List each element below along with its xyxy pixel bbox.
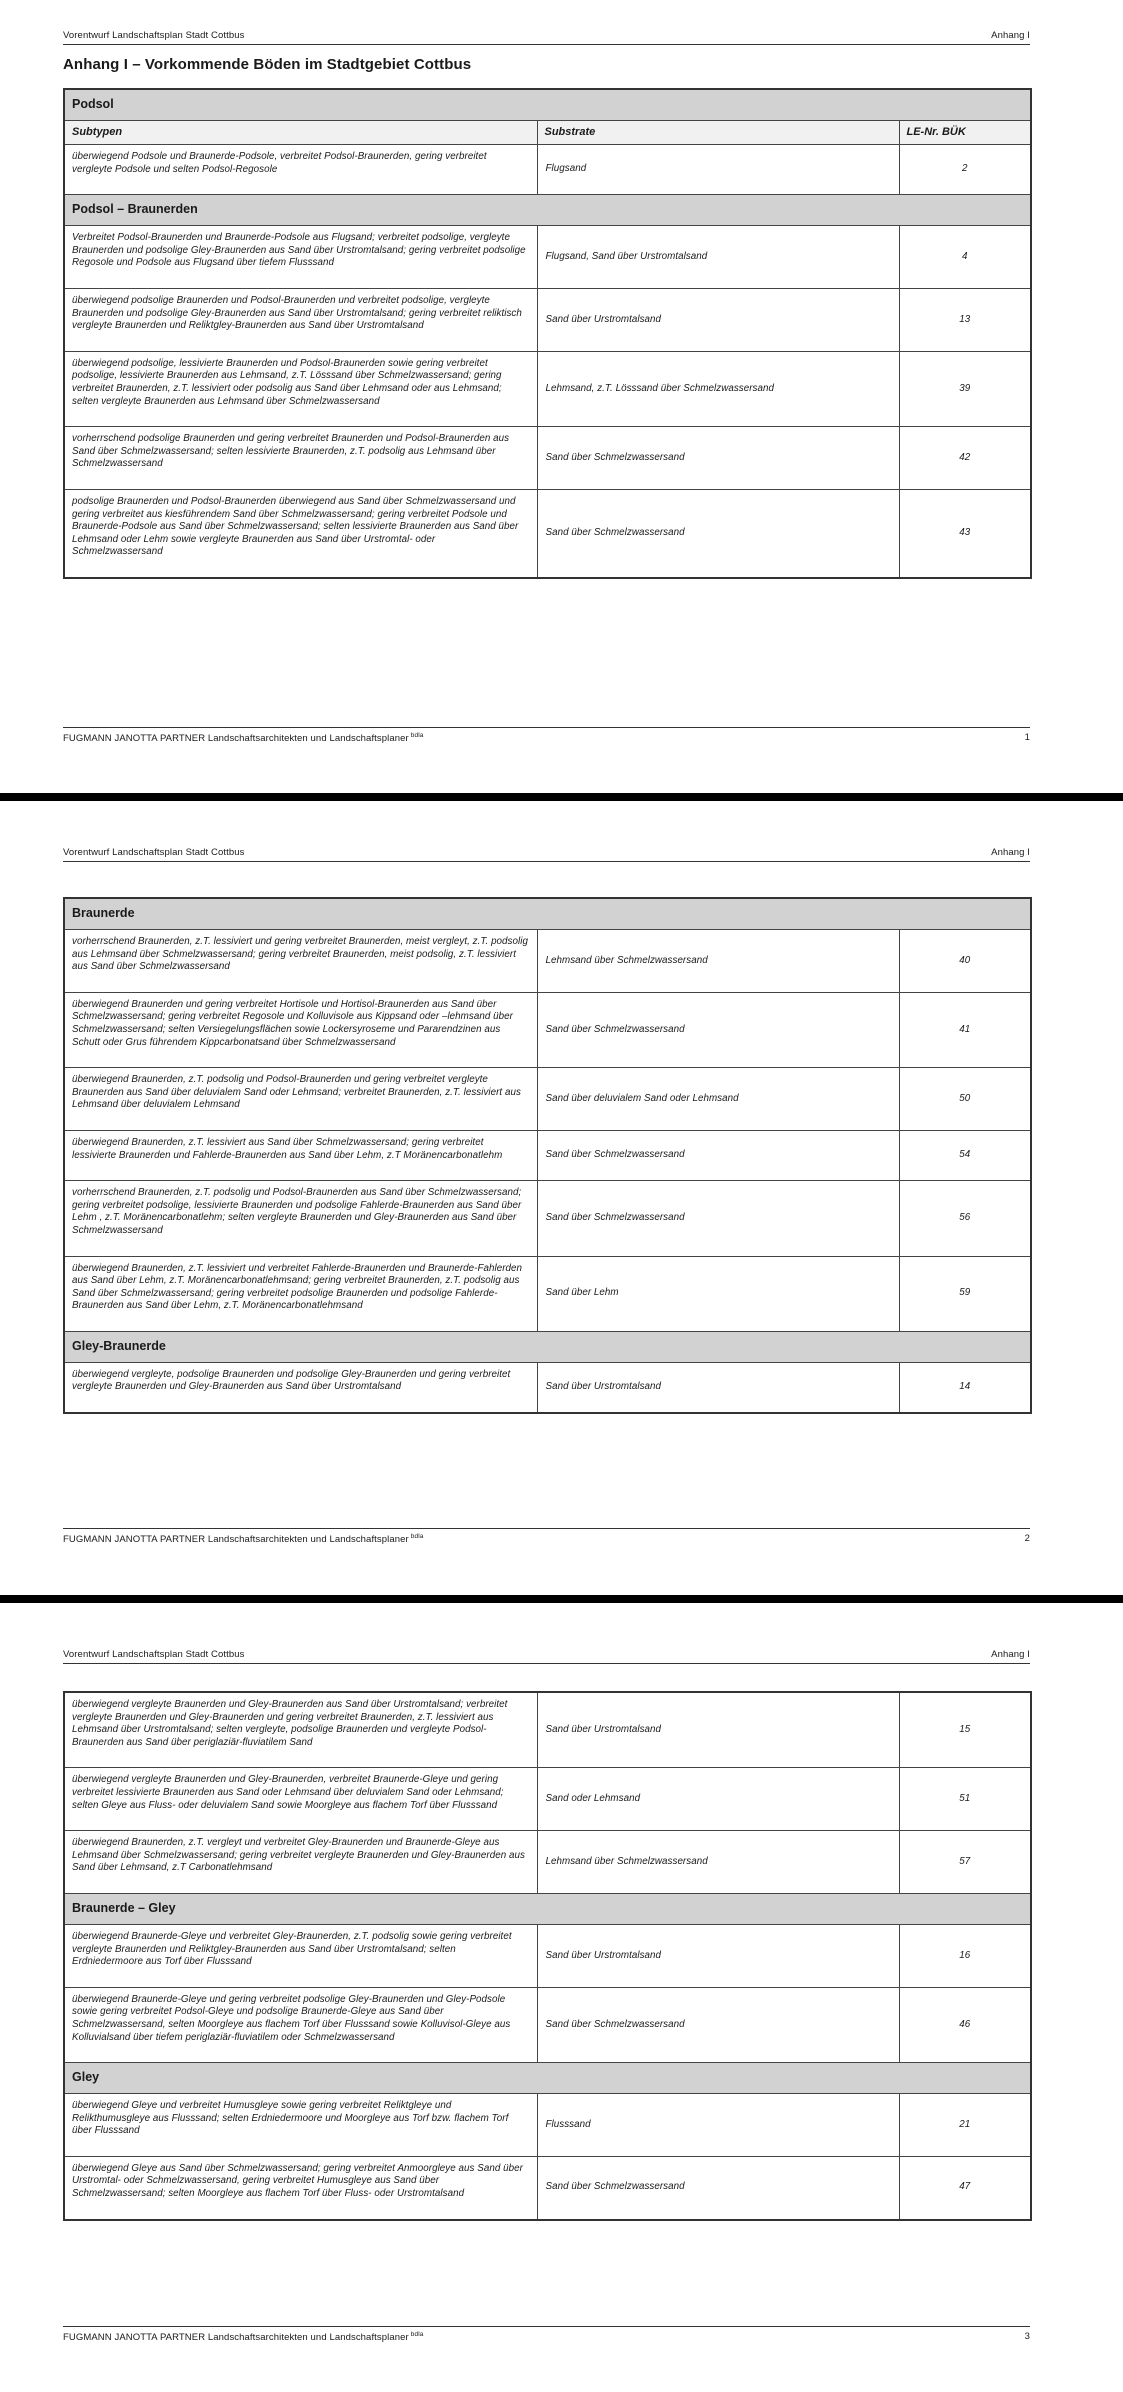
page-footer bbox=[63, 1528, 1030, 1545]
table-row bbox=[64, 1831, 1031, 1894]
page bbox=[0, 1603, 1123, 2392]
footer-text: FUGMANN JANOTTA PARTNER Landschaftsarchitekten und Landschaftsplaner $^{bdla}$ bbox=[63, 1533, 424, 1546]
section-header-label: Braunerde bbox=[64, 898, 1031, 930]
cell-substrate: Flugsand, Sand über Urstromtalsand bbox=[537, 226, 899, 289]
soil-table-body bbox=[64, 89, 1031, 578]
section-header-label: Podsol bbox=[64, 89, 1031, 121]
page-header bbox=[63, 30, 1030, 45]
cell-subtypen: vorherrschend Braunerden, z.T. lessiviert und gering verbreitet Braunerden, meist vergleyt, z.T. podsolig aus Lehmsand über Schmelzwassersand; gering verbreitet Braunerden, meist podsolig, z.T. lessiviert aus Sand über Schmelzwassersand bbox=[64, 930, 537, 993]
footer-text: FUGMANN JANOTTA PARTNER Landschaftsarchitekten und Landschaftsplaner $^{bdla}$ bbox=[63, 732, 424, 745]
column-header-le-nr-buek: LE-Nr. BÜK bbox=[899, 121, 1031, 145]
cell-subtypen: überwiegend Braunerden, z.T. vergleyt und verbreitet Gley-Braunerden und Braunerde-Gleye aus Lehmsand über Schmelzwassersand; gering verbreitet vergleyte Braunerden und Gley-Braunerden aus Sand über Lehmsand, z.T Carbonatlehmsand bbox=[64, 1831, 537, 1894]
soil-table-body bbox=[64, 1692, 1031, 2220]
cell-subtypen: überwiegend Gleye aus Sand über Schmelzwassersand; gering verbreitet Anmoorgleye aus Sand über Urstromtal- oder Schmelzwassersand, gering verbreitet Humusgleye aus Sand über Schmelzwassersand; selten Moorgleye aus flachem Torf über Fluss- oder Urstromtalsand bbox=[64, 2156, 537, 2219]
table-row bbox=[64, 1068, 1031, 1131]
cell-substrate: Sand über Urstromtalsand bbox=[537, 1924, 899, 1987]
cell-substrate: Flusssand bbox=[537, 2094, 899, 2157]
table-row bbox=[64, 1130, 1031, 1180]
cell-le-nr: 43 bbox=[899, 489, 1031, 577]
soil-table bbox=[63, 1691, 1032, 2221]
cell-subtypen: überwiegend Braunerden, z.T. podsolig und Podsol-Braunerden und gering verbreitet vergleyte Braunerden aus Sand über deluvialem Sand oder Lehmsand; verbreitet Braunerden, z.T. lessiviert aus Lehmsand über deluvialem Lehmsand bbox=[64, 1068, 537, 1131]
column-header-subtypen: Subtypen bbox=[64, 121, 537, 145]
header-right-text: Anhang I bbox=[991, 30, 1030, 41]
footer-text: FUGMANN JANOTTA PARTNER Landschaftsarchitekten und Landschaftsplaner $^{bdla}$ bbox=[63, 2331, 424, 2344]
table-row bbox=[64, 1256, 1031, 1331]
footer-superscript: bdla bbox=[410, 2331, 424, 2338]
section-header-row bbox=[64, 2063, 1031, 2094]
table-row bbox=[64, 427, 1031, 490]
cell-substrate: Sand über Urstromtalsand bbox=[537, 288, 899, 351]
cell-subtypen: podsolige Braunerden und Podsol-Braunerden überwiegend aus Sand über Schmelzwassersand und gering verbreitet aus kiesführendem Sand über Schmelzwassersand; gering verbreitet Podsole und Braunerde-Podsole aus Sand über Schmelzwassersand; selten lessivierte Braunerden aus Sand über Lehmsand oder Lehm sowie vergleyte Braunerden aus Sand über Urstromtal- oder Schmelzwassersand bbox=[64, 489, 537, 577]
cell-le-nr: 15 bbox=[899, 1692, 1031, 1768]
section-header-row bbox=[64, 89, 1031, 121]
table-row bbox=[64, 1692, 1031, 1768]
cell-le-nr: 13 bbox=[899, 288, 1031, 351]
header-left-text: Vorentwurf Landschaftsplan Stadt Cottbus bbox=[63, 30, 245, 41]
section-header-row bbox=[64, 1893, 1031, 1924]
page-number: 2 bbox=[1024, 1533, 1030, 1544]
cell-substrate: Lehmsand, z.T. Lösssand über Schmelzwassersand bbox=[537, 351, 899, 426]
page bbox=[0, 0, 1123, 793]
cell-substrate: Sand über Schmelzwassersand bbox=[537, 1987, 899, 2062]
table-row bbox=[64, 145, 1031, 195]
cell-le-nr: 39 bbox=[899, 351, 1031, 426]
page-footer bbox=[63, 2326, 1030, 2343]
cell-le-nr: 21 bbox=[899, 2094, 1031, 2157]
cell-le-nr: 42 bbox=[899, 427, 1031, 490]
page-separator bbox=[0, 1595, 1123, 1603]
cell-subtypen: überwiegend Braunerde-Gleye und verbreitet Gley-Braunerden, z.T. podsolig sowie gering verbreitet vergleyte Braunerden und Reliktgley-Braunerden aus Sand über Urstromtalsand; selten Erdniedermoore aus Torf über Flusssand bbox=[64, 1924, 537, 1987]
cell-subtypen: überwiegend Braunerde-Gleye und gering verbreitet podsolige Gley-Braunerden und Gley-Podsole sowie gering verbreitet Podsol-Gleye und podsolige Braunerde-Gleye aus Sand über Schmelzwassersand, selten Moorgleye aus flachem Torf über Flusssand sowie Kolluvisol-Gleye aus Kolluvialsand über tiefem periglaziär-fluviatilem oder Schmelzwassersand bbox=[64, 1987, 537, 2062]
cell-le-nr: 2 bbox=[899, 145, 1031, 195]
table-row bbox=[64, 2094, 1031, 2157]
footer-superscript: bdla bbox=[410, 732, 424, 739]
cell-subtypen: überwiegend Braunerden, z.T. lessiviert aus Sand über Schmelzwassersand; gering verbreitet lessivierte Braunerden und Fahlerde-Braunerden aus Sand über Lehm, z.T Moränencarbonatlehm bbox=[64, 1130, 537, 1180]
cell-le-nr: 41 bbox=[899, 992, 1031, 1067]
header-right-text: Anhang I bbox=[991, 1649, 1030, 1660]
cell-le-nr: 56 bbox=[899, 1181, 1031, 1256]
cell-subtypen: Verbreitet Podsol-Braunerden und Braunerde-Podsole aus Flugsand; verbreitet podsolige, vergleyte Braunerden und podsolige Gley-Braunerden aus Sand über Urstromtalsand; gering verbreitet podsolige Regosole und Podsole aus Flugsand über tiefem Flusssand bbox=[64, 226, 537, 289]
cell-le-nr: 47 bbox=[899, 2156, 1031, 2219]
cell-le-nr: 46 bbox=[899, 1987, 1031, 2062]
cell-subtypen: vorherrschend Braunerden, z.T. podsolig und Podsol-Braunerden aus Sand über Schmelzwassersand; gering verbreitet podsolige, lessivierte Braunerden und podsolige Fahlerde-Braunerden aus Sand über Lehm , z.T. Moränencarbonatlehm; selten vergleyte Braunerden und Gley-Braunerden aus Sand über Schmelzwassersand bbox=[64, 1181, 537, 1256]
page-number: 1 bbox=[1024, 732, 1030, 743]
page-footer bbox=[63, 727, 1030, 744]
cell-substrate: Sand über Schmelzwassersand bbox=[537, 2156, 899, 2219]
page-title: Anhang I – Vorkommende Böden im Stadtgebiet Cottbus bbox=[63, 56, 472, 73]
cell-subtypen: überwiegend vergleyte Braunerden und Gley-Braunerden, verbreitet Braunerde-Gleye und gering verbreitet lessivierte Braunerden aus Sand oder Lehmsand über deluvialem Sand oder Lehmsand; selten Gleye aus Fluss- oder deluvialem Sand sowie Moorgleye aus flachem Torf über Flusssand bbox=[64, 1768, 537, 1831]
page-header bbox=[63, 847, 1030, 862]
table-row bbox=[64, 1181, 1031, 1256]
table-row bbox=[64, 1924, 1031, 1987]
table-row bbox=[64, 288, 1031, 351]
table-row bbox=[64, 489, 1031, 577]
table-row bbox=[64, 930, 1031, 993]
cell-subtypen: überwiegend Braunerden, z.T. lessiviert und verbreitet Fahlerde-Braunerden und Braunerde-Fahlerden aus Sand über Lehm, z.T. Moränencarbonatlehmsand; gering verbreitet Braunerden, z.T. podsolig aus Sand über Schmelzwassersand; gering verbreitet podsolige Braunerden und podsolige Fahlerde-Braunerden aus Sand über Lehm, z.T. Moränencarbonatlehmsand bbox=[64, 1256, 537, 1331]
page-header bbox=[63, 1649, 1030, 1664]
cell-le-nr: 14 bbox=[899, 1362, 1031, 1413]
cell-substrate: Sand über deluvialem Sand oder Lehmsand bbox=[537, 1068, 899, 1131]
section-header-label: Gley-Braunerde bbox=[64, 1331, 1031, 1362]
cell-subtypen: überwiegend vergleyte, podsolige Braunerden und podsolige Gley-Braunerden und gering verbreitet vergleyte Braunerden und Gley-Braunerden aus Sand über Urstromtalsand bbox=[64, 1362, 537, 1413]
footer-superscript: bdla bbox=[410, 1533, 424, 1540]
cell-subtypen: überwiegend Podsole und Braunerde-Podsole, verbreitet Podsol-Braunerden, gering verbreitet vergleyte Podsole und selten Podsol-Regosole bbox=[64, 145, 537, 195]
cell-substrate: Sand über Schmelzwassersand bbox=[537, 1130, 899, 1180]
cell-le-nr: 51 bbox=[899, 1768, 1031, 1831]
cell-substrate: Sand über Urstromtalsand bbox=[537, 1362, 899, 1413]
cell-substrate: Sand über Urstromtalsand bbox=[537, 1692, 899, 1768]
cell-substrate: Sand über Schmelzwassersand bbox=[537, 992, 899, 1067]
cell-le-nr: 50 bbox=[899, 1068, 1031, 1131]
cell-substrate: Sand über Lehm bbox=[537, 1256, 899, 1331]
header-left-text: Vorentwurf Landschaftsplan Stadt Cottbus bbox=[63, 1649, 245, 1660]
soil-table bbox=[63, 897, 1032, 1414]
cell-substrate: Flugsand bbox=[537, 145, 899, 195]
cell-subtypen: überwiegend Gleye und verbreitet Humusgleye sowie gering verbreitet Reliktgleye und Relikthumusgleye aus Flusssand; selten Erdniedermoore und Moorgleye aus Torf bzw. flachem Torf über Flusssand bbox=[64, 2094, 537, 2157]
cell-subtypen: vorherrschend podsolige Braunerden und gering verbreitet Braunerden und Podsol-Braunerden aus Sand über Schmelzwassersand; selten lessivierte Braunerden, z.T. podsolig aus Lehmsand über Schmelzwassersand bbox=[64, 427, 537, 490]
cell-le-nr: 59 bbox=[899, 1256, 1031, 1331]
cell-substrate: Lehmsand über Schmelzwassersand bbox=[537, 1831, 899, 1894]
soil-table-body bbox=[64, 898, 1031, 1413]
cell-le-nr: 57 bbox=[899, 1831, 1031, 1894]
page-number: 3 bbox=[1024, 2331, 1030, 2342]
soil-table bbox=[63, 88, 1032, 579]
cell-substrate: Sand über Schmelzwassersand bbox=[537, 427, 899, 490]
column-header-row bbox=[64, 121, 1031, 145]
section-header-row bbox=[64, 195, 1031, 226]
cell-subtypen: überwiegend podsolige, lessivierte Braunerden und Podsol-Braunerden sowie gering verbreitet podsolige, lessivierte Braunerden aus Lehmsand, z.T. Lösssand über Schmelzwassersand; gering verbreitet Braunerden, z.T. lessiviert oder podsolig aus Sand über Lehmsand oder aus Lehmsand; selten vergleyte Braunerden aus Lehmsand über Schmelzwassersand bbox=[64, 351, 537, 426]
cell-substrate: Sand über Schmelzwassersand bbox=[537, 489, 899, 577]
table-row bbox=[64, 1362, 1031, 1413]
cell-substrate: Sand oder Lehmsand bbox=[537, 1768, 899, 1831]
cell-subtypen: überwiegend podsolige Braunerden und Podsol-Braunerden und verbreitet podsolige, vergleyte Braunerden und podsolige Gley-Braunerden aus Sand über Urstromtalsand; gering verbreitet reliktisch vergleyte Braunerden und Reliktgley-Braunerden aus Sand über Urstromtalsand bbox=[64, 288, 537, 351]
table-row bbox=[64, 2156, 1031, 2219]
table-row bbox=[64, 1987, 1031, 2062]
page bbox=[0, 801, 1123, 1595]
cell-le-nr: 4 bbox=[899, 226, 1031, 289]
cell-substrate: Sand über Schmelzwassersand bbox=[537, 1181, 899, 1256]
section-header-row bbox=[64, 1331, 1031, 1362]
table-row bbox=[64, 226, 1031, 289]
cell-le-nr: 16 bbox=[899, 1924, 1031, 1987]
column-header-substrate: Substrate bbox=[537, 121, 899, 145]
cell-substrate: Lehmsand über Schmelzwassersand bbox=[537, 930, 899, 993]
header-right-text: Anhang I bbox=[991, 847, 1030, 858]
table-row bbox=[64, 351, 1031, 426]
section-header-label: Podsol – Braunerden bbox=[64, 195, 1031, 226]
section-header-label: Gley bbox=[64, 2063, 1031, 2094]
section-header-row bbox=[64, 898, 1031, 930]
header-left-text: Vorentwurf Landschaftsplan Stadt Cottbus bbox=[63, 847, 245, 858]
table-row bbox=[64, 992, 1031, 1067]
page-separator bbox=[0, 793, 1123, 801]
cell-subtypen: überwiegend vergleyte Braunerden und Gley-Braunerden aus Sand über Urstromtalsand; verbreitet vergleyte Braunerden und Gley-Braunerden und gering verbreitet Braunerden, z.T. lessiviert aus Lehmsand über Urstromtalsand; selten vergleyte, podsolige Braunerden und vergleyte Podsol-Braunerden aus Sand über periglaziär-fluviatilem Sand bbox=[64, 1692, 537, 1768]
cell-subtypen: überwiegend Braunerden und gering verbreitet Hortisole und Hortisol-Braunerden aus Sand über Schmelzwassersand; gering verbreitet Regosole und Kolluvisole aus Kippsand oder –lehmsand über Schmelzwassersand; selten Versiegelungsflächen sowie Lockersyroseme und Pararendzinen aus Schutt oder Grus führendem Kippcarbonatsand über Schmelzwassersand bbox=[64, 992, 537, 1067]
section-header-label: Braunerde – Gley bbox=[64, 1893, 1031, 1924]
cell-le-nr: 54 bbox=[899, 1130, 1031, 1180]
cell-le-nr: 40 bbox=[899, 930, 1031, 993]
table-row bbox=[64, 1768, 1031, 1831]
